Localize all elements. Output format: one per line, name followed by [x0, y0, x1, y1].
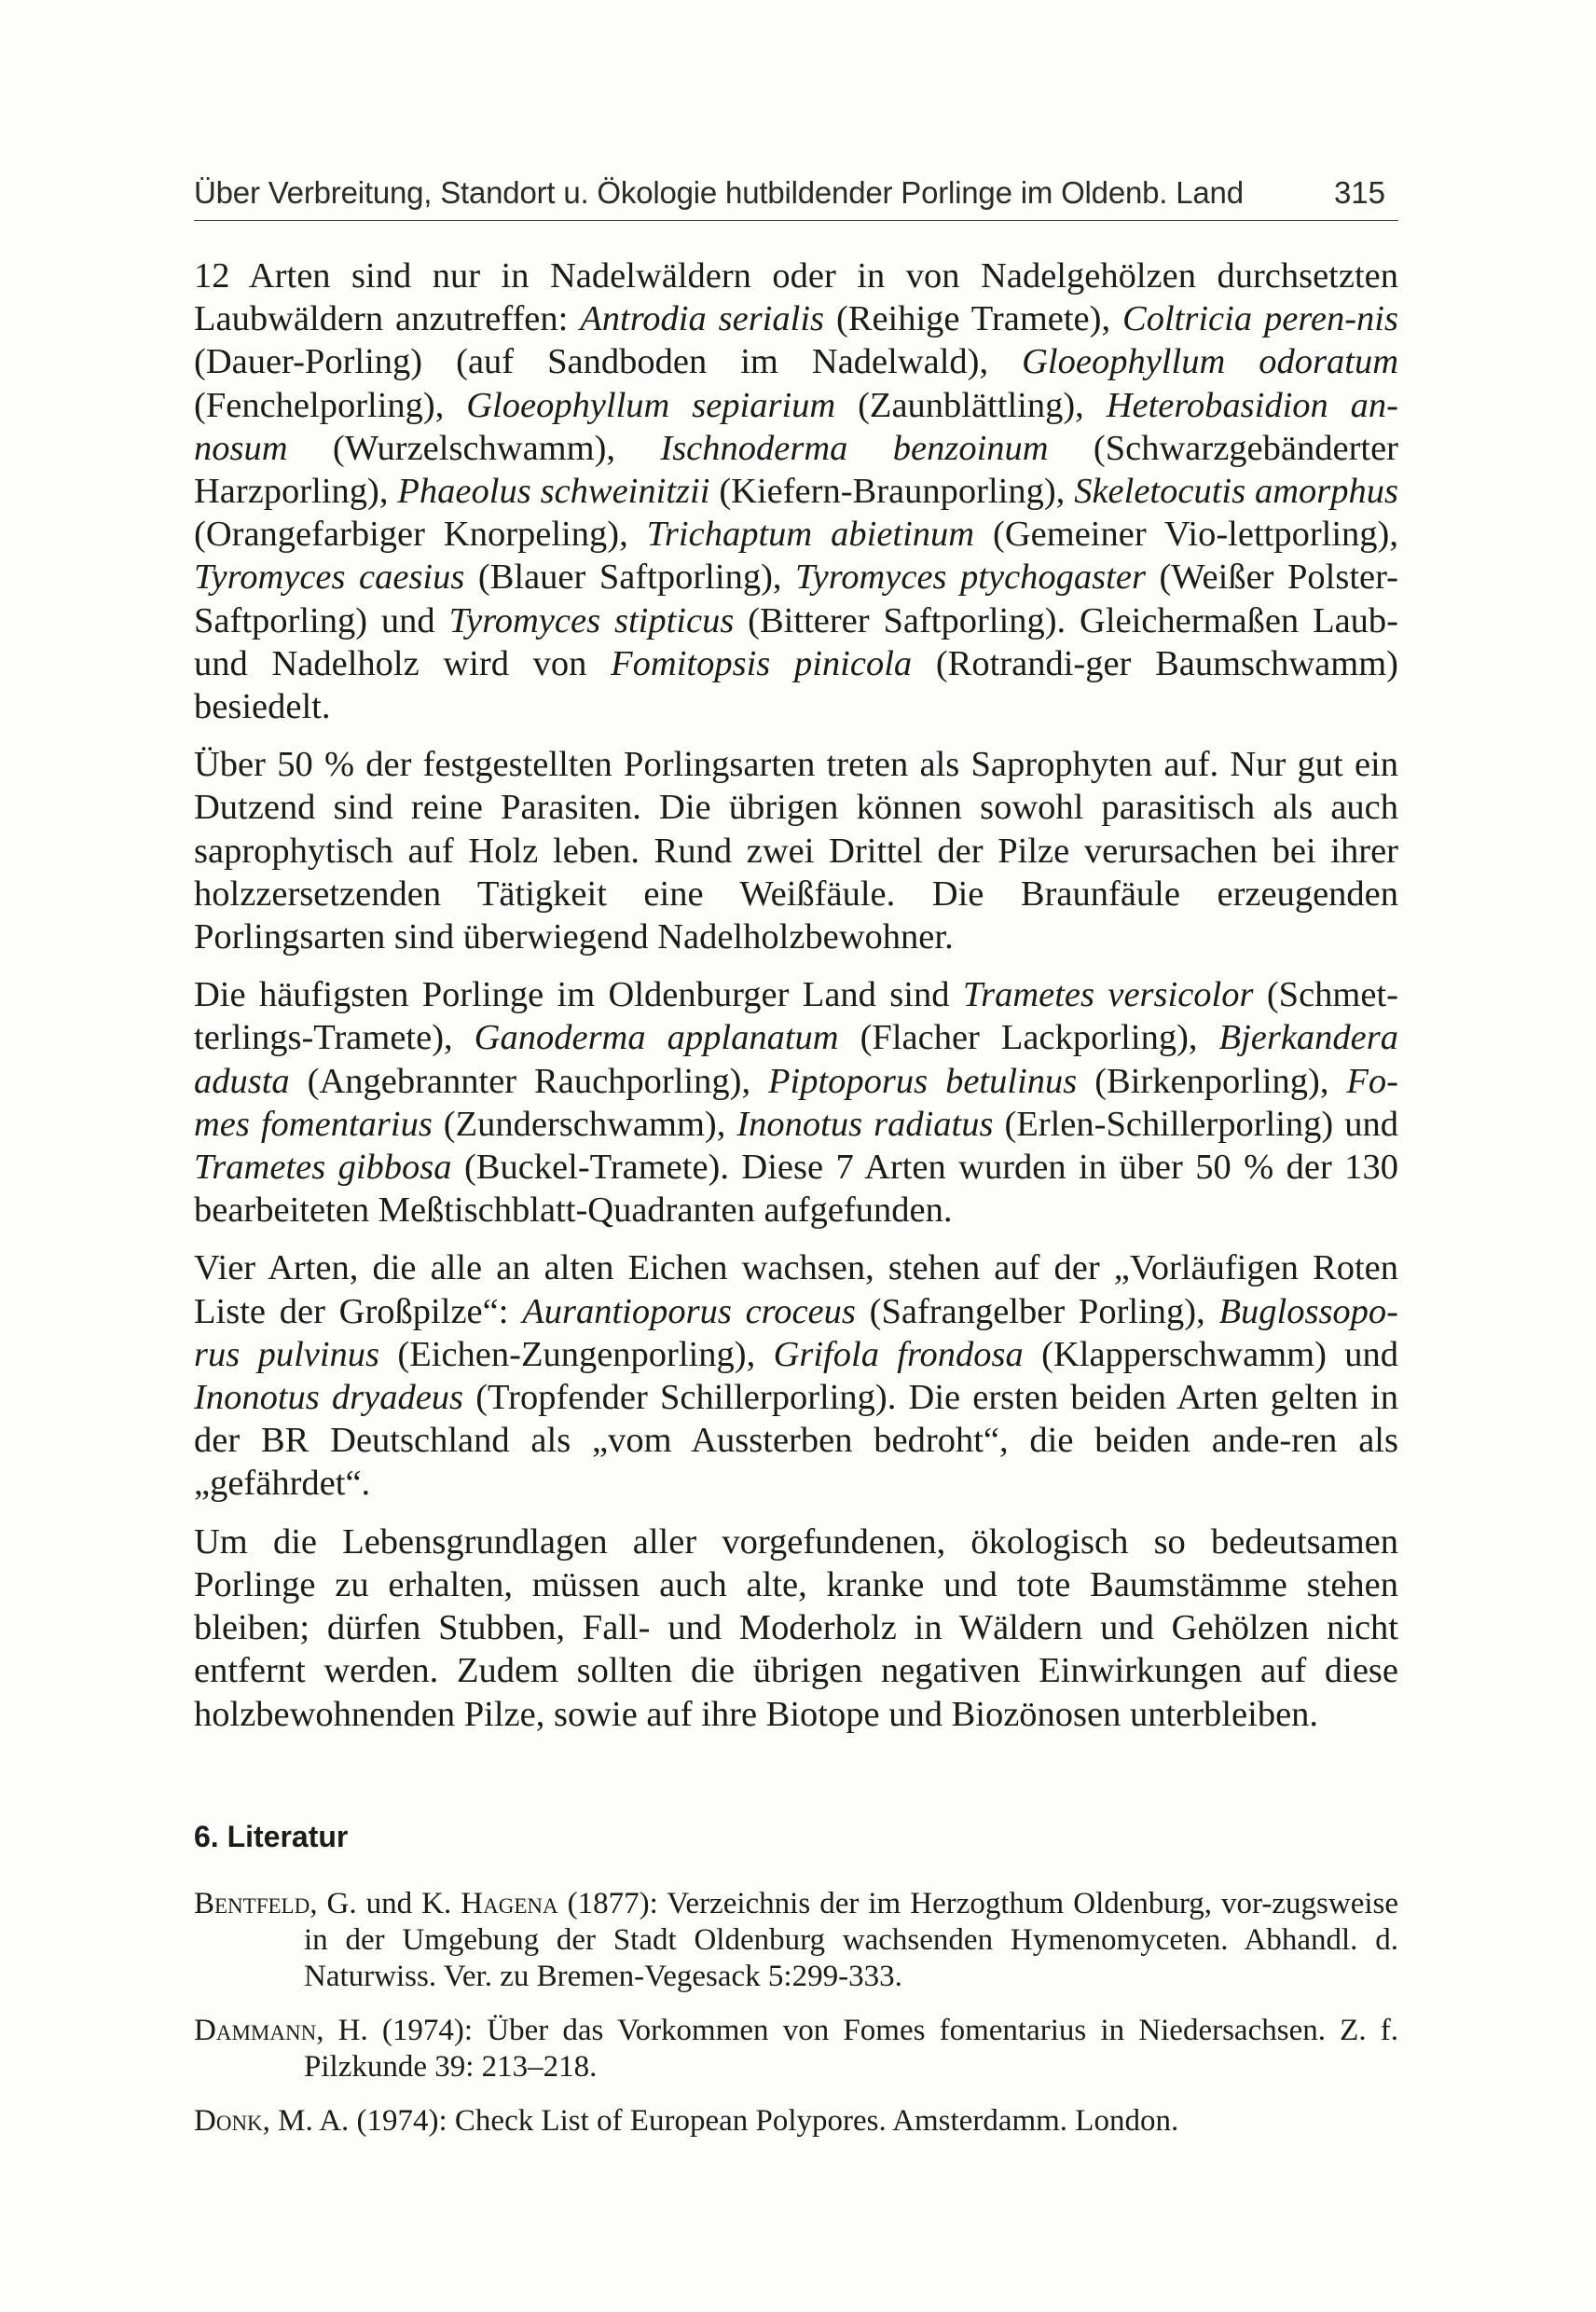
text-run: , G. und K.: [310, 1886, 461, 1920]
species-name: Buglossopo-rus pulvinus: [194, 1291, 1398, 1374]
body-text: [194, 255, 1398, 2140]
author-name: Hagena: [461, 1886, 558, 1920]
text-run: (Wurzelschwamm),: [287, 428, 661, 468]
paragraph: [194, 973, 1398, 1232]
text-run: (Kiefern-Braunporling),: [709, 472, 1075, 512]
text-run: (Safrangelber Porling),: [855, 1291, 1219, 1331]
page-number: 315: [1333, 175, 1385, 210]
reference-entry: [194, 1886, 1398, 1995]
author-name: Bentfeld: [194, 1886, 310, 1920]
species-name: Phaeolus schweinitzii: [397, 472, 710, 512]
species-name: Heterobasidion an-nosum: [194, 385, 1398, 468]
reference-entry: [194, 2103, 1398, 2140]
text-run: (Tropfender Schillerporling). Die ersten beiden Arten gelten in der BR Deutschland als „vom Aussterben bedroht“, die beiden ande-ren als „gefährdet“.: [194, 1378, 1398, 1504]
species-name: Aurantioporus croceus: [522, 1291, 856, 1331]
species-name: Tyromyces caesius: [194, 557, 465, 598]
text-run: , H. (1974): Über das Vorkommen von Fomes fomentarius in Niedersachsen. Z. f. Pilzkunde 39: 213–218.: [304, 2013, 1398, 2084]
species-name: Trichaptum abietinum: [646, 515, 975, 555]
text-run: (Zaunblättling),: [835, 385, 1107, 425]
text-run: (Eichen-Zungenporling),: [379, 1334, 774, 1374]
text-run: (1877): Verzeichnis der im Herzogthum Oldenburg, vor-zugsweise in der Umgebung der Stadt Oldenburg wachsenden Hymenomyceten. Abhandl. d. Naturwiss. Ver. zu Bremen-Vegesack 5:299-333.: [304, 1886, 1399, 1993]
text-run: Über 50 % der festgestellten Porlingsarten treten als Saprophyten auf. Nur gut ein Dutzend sind reine Parasiten. Die übrigen können sowohl parasitisch als auch saprophytisch auf Holz leben. Rund zwei Drittel der Pilze verursachen bei ihrer holzzersetzenden Tätigkeit eine Weißfäule. Die Braunfäule erzeugenden Porlingsarten sind überwiegend Nadelholzbewohner.: [194, 745, 1398, 957]
reference-entry: [194, 2013, 1398, 2085]
text-run: (Klapperschwamm) und: [1023, 1334, 1398, 1374]
section-heading-literatur: 6. Literatur: [194, 1819, 349, 1853]
paragraph: [194, 1521, 1398, 1736]
text-run: (Dauer-Porling) (auf Sandboden im Nadelwald),: [194, 342, 1023, 382]
paragraph: [194, 743, 1398, 958]
text-run: (Schmet-terlings-Tramete),: [194, 975, 1398, 1058]
species-name: Skeletocutis amorphus: [1074, 472, 1399, 512]
text-run: (Reihige Tramete),: [824, 299, 1123, 339]
text-run: Vier Arten, die alle an alten Eichen wachsen, stehen auf der „Vorläufigen Roten Liste der Großpilze“:: [194, 1248, 1398, 1331]
text-run: (Orangefarbiger Knorpeling),: [194, 515, 647, 555]
species-name: Trametes gibbosa: [194, 1148, 452, 1188]
text-run: , M. A. (1974): Check List of European Polypores. Amsterdamm. London.: [262, 2103, 1179, 2138]
text-run: (Fenchelporling),: [194, 385, 467, 425]
species-name: Gloeophyllum odoratum: [1022, 342, 1398, 382]
species-name: Ischnoderma benzoinum: [660, 428, 1049, 468]
text-run: (Birkenporling),: [1077, 1061, 1347, 1101]
text-run: 12 Arten sind nur in Nadelwäldern oder in von Nadelgehölzen durchsetzten Laubwäldern anzutreffen:: [194, 256, 1398, 339]
page: [194, 168, 1398, 2157]
species-name: Inonotus dryadeus: [194, 1378, 464, 1418]
author-name: Dammann: [194, 2013, 317, 2047]
text-run: (Weißer Polster-Saftporling) und: [194, 557, 1398, 640]
species-name: Tyromyces ptychogaster: [795, 557, 1146, 598]
running-title: Über Verbreitung, Standort u. Ökologie hutbildender Porlinge im Oldenb. Land: [194, 175, 1244, 210]
reference-list: [194, 1886, 1398, 2140]
species-name: Antrodia serialis: [580, 299, 825, 339]
text-run: (Schwarzgebänderter Harzporling),: [194, 428, 1398, 512]
paragraph: [194, 1246, 1398, 1505]
species-name: Fo-mes fomentarius: [194, 1061, 1398, 1144]
running-head: [194, 168, 1398, 221]
text-run: (Buckel-Tramete). Diese 7 Arten wurden in über 50 % der 130 bearbeiteten Meßtischblatt-Quadranten aufgefunden.: [194, 1148, 1399, 1231]
text-run: (Rotrandi-ger Baumschwamm) besiedelt.: [194, 643, 1398, 727]
author-name: Donk: [194, 2103, 263, 2138]
species-name: Bjerkandera adusta: [194, 1018, 1398, 1101]
species-name: Coltricia peren-nis: [1122, 299, 1398, 339]
text-run: (Gemeiner Vio-lettporling),: [974, 515, 1398, 555]
paragraph: [194, 255, 1398, 728]
text-run: (Angebrannter Rauchporling),: [289, 1061, 769, 1101]
text-run: (Erlen-Schillerporling) und: [993, 1104, 1398, 1144]
species-name: Trametes versicolor: [962, 975, 1254, 1015]
species-name: Grifola frondosa: [773, 1334, 1024, 1374]
species-name: Ganoderma applanatum: [474, 1018, 839, 1058]
text-run: (Flacher Lackporling),: [838, 1018, 1219, 1058]
text-run: (Bitterer Saftporling). Gleichermaßen Laub- und Nadelholz wird von: [194, 600, 1398, 683]
text-run: Um die Lebensgrundlagen aller vorgefundenen, ökologisch so bedeutsamen Porlinge zu erhalten, müssen auch alte, kranke und tote Baumstämme stehen bleiben; dürfen Stubben, Fall- und Moderholz in Wäldern und Gehölzen nicht entfernt werden. Zudem sollten die übrigen negativen Einwirkungen auf diese holzbewohnenden Pilze, sowie auf ihre Biotope und Biozönosen unterbleiben.: [194, 1521, 1398, 1734]
paragraphs: [194, 255, 1398, 1736]
text-run: (Zunderschwamm),: [432, 1104, 737, 1144]
text-run: Die häufigsten Porlinge im Oldenburger Land sind: [194, 975, 963, 1015]
species-name: Fomitopsis pinicola: [611, 643, 913, 683]
text-run: (Blauer Saftporling),: [464, 557, 796, 598]
species-name: Gloeophyllum sepiarium: [466, 385, 836, 425]
species-name: Tyromyces stipticus: [448, 600, 735, 640]
species-name: Piptoporus betulinus: [768, 1061, 1078, 1101]
species-name: Inonotus radiatus: [736, 1104, 994, 1144]
